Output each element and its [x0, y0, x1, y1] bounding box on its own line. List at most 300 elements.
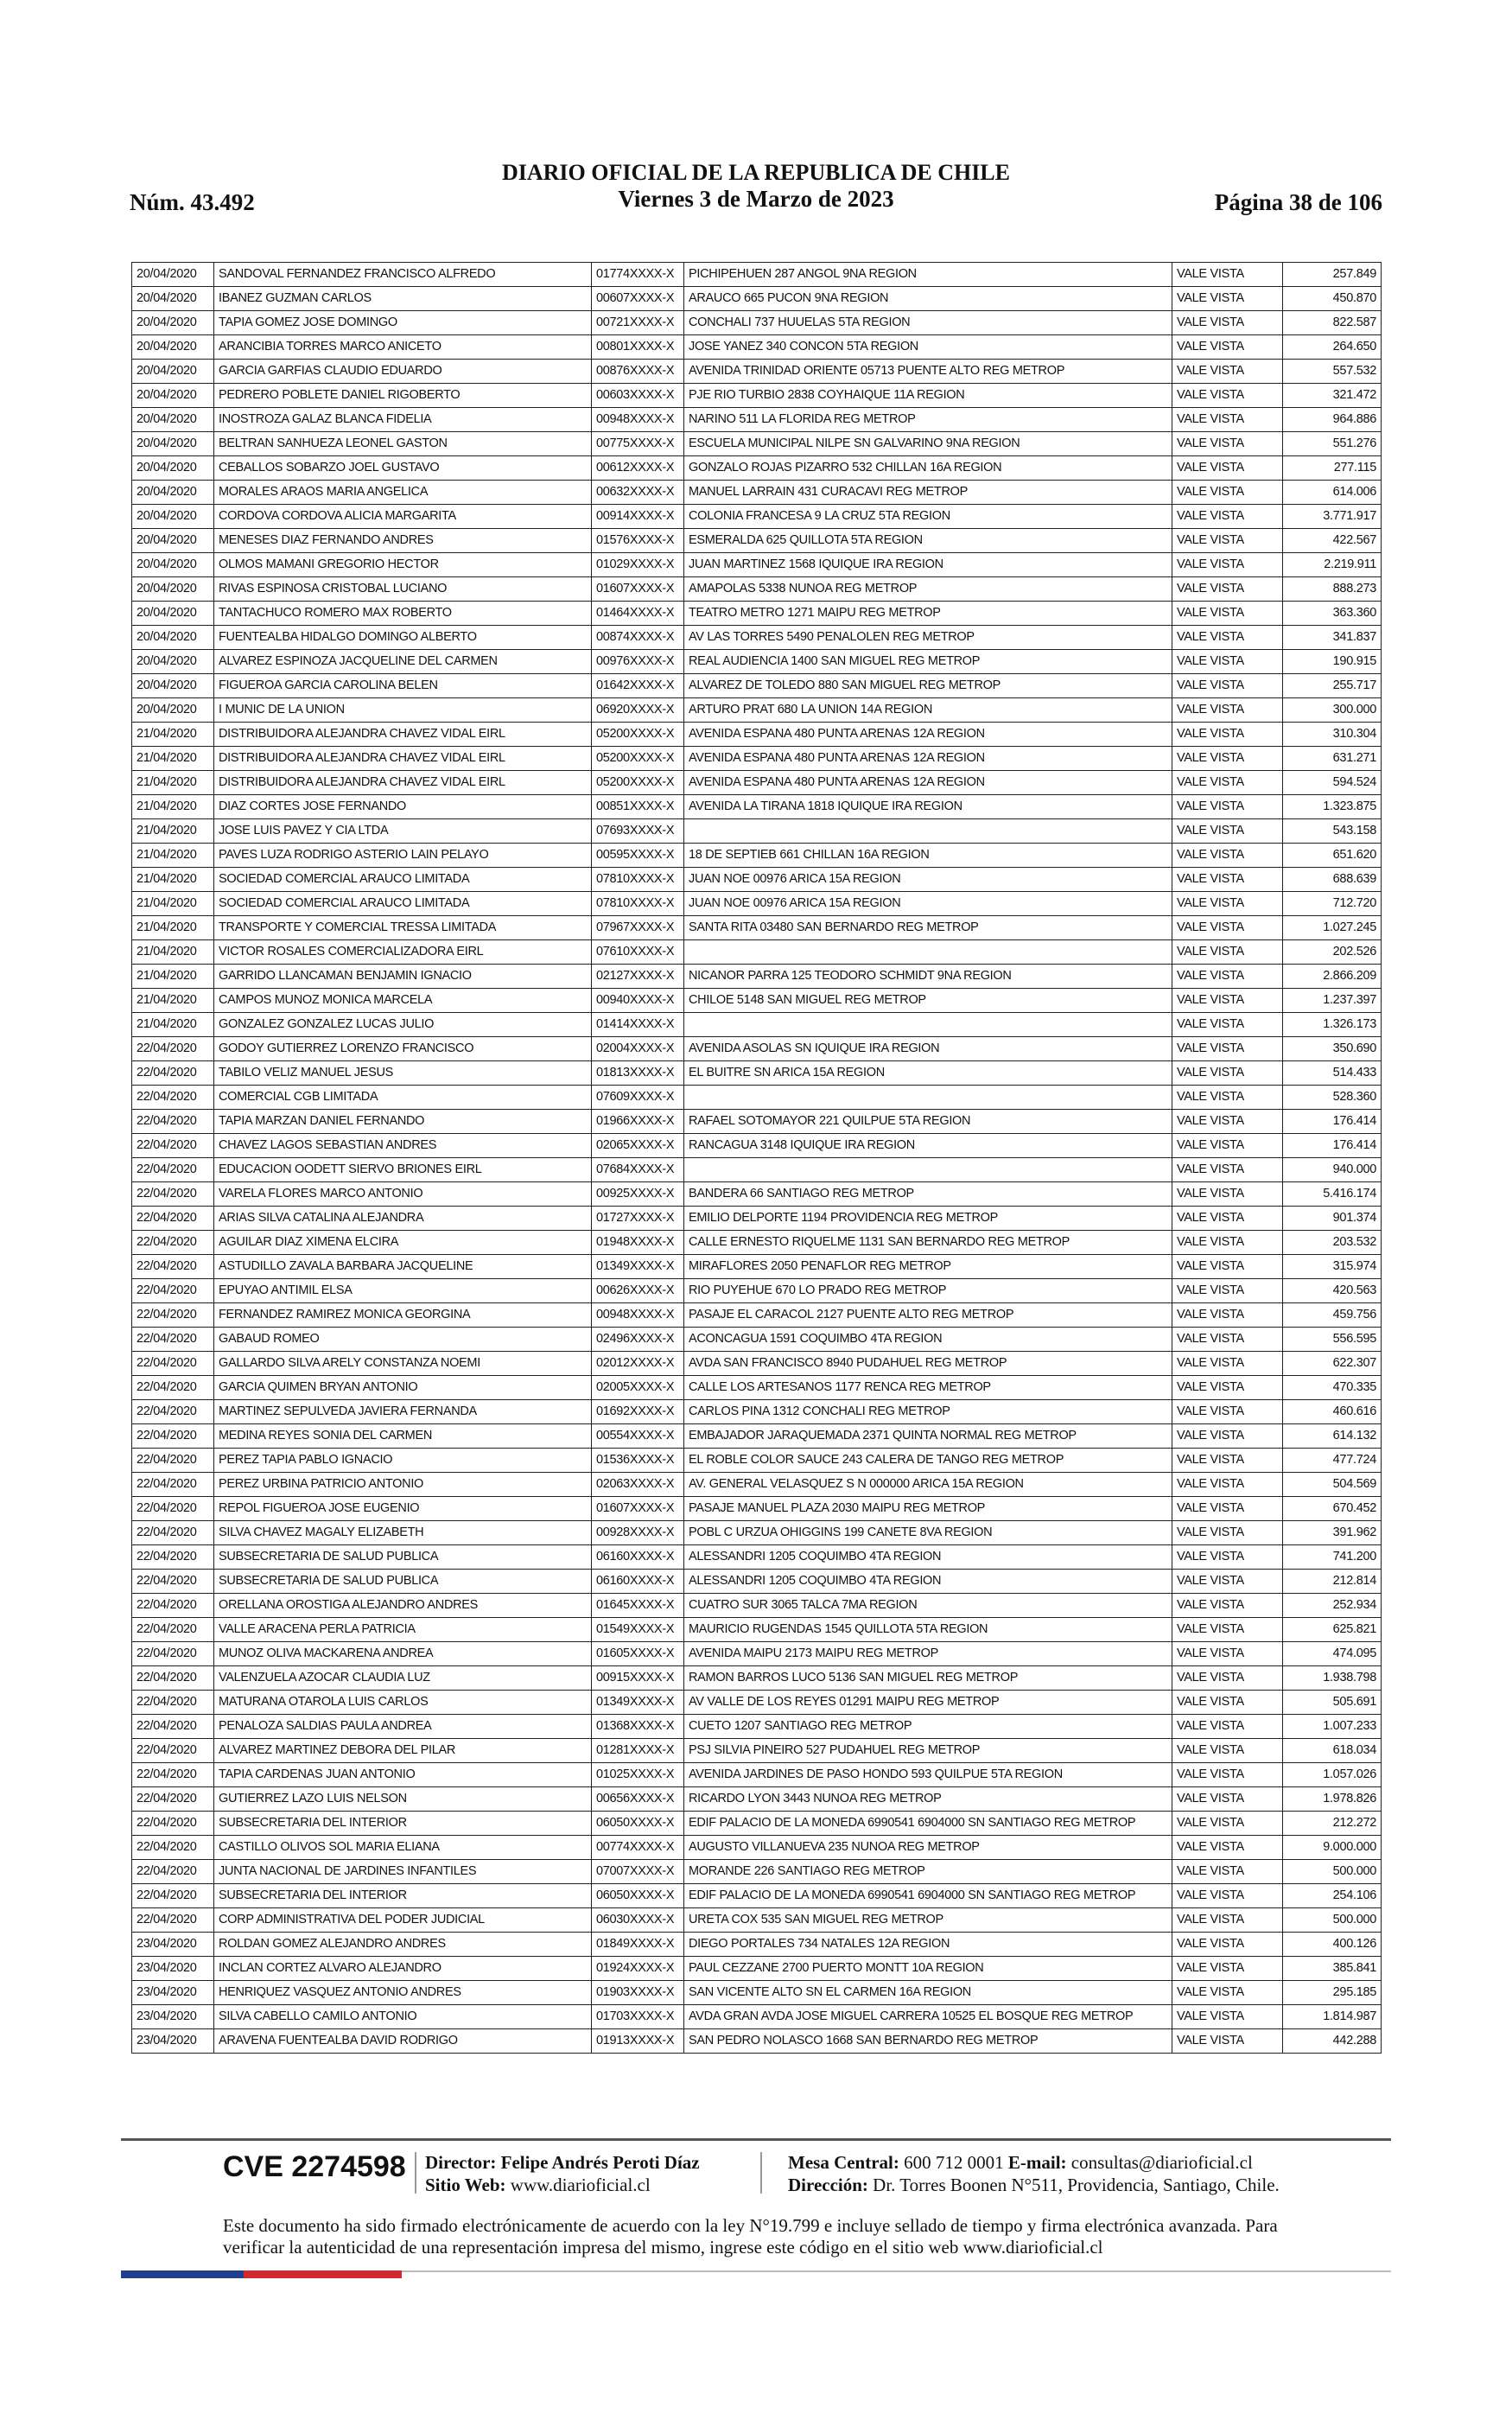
- cell-amount: 422.567: [1283, 529, 1382, 553]
- phone-label: Mesa Central:: [788, 2152, 899, 2173]
- cell-address: PAUL CEZZANE 2700 PUERTO MONTT 10A REGION: [684, 1957, 1172, 1981]
- cell-address: AV VALLE DE LOS REYES 01291 MAIPU REG METROP: [684, 1691, 1172, 1715]
- cell-payment-method: VALE VISTA: [1172, 2005, 1283, 2029]
- cell-payment-method: VALE VISTA: [1172, 1013, 1283, 1037]
- cell-payment-method: VALE VISTA: [1172, 650, 1283, 674]
- cell-name: IBANEZ GUZMAN CARLOS: [214, 287, 592, 311]
- director-label: Director:: [425, 2152, 497, 2173]
- table-row: [132, 408, 1382, 432]
- cell-date: 22/04/2020: [132, 1642, 214, 1666]
- table-row: [132, 602, 1382, 626]
- cell-date: 23/04/2020: [132, 2005, 214, 2029]
- cell-date: 20/04/2020: [132, 311, 214, 335]
- cell-name: RIVAS ESPINOSA CRISTOBAL LUCIANO: [214, 577, 592, 602]
- cell-amount: 1.027.245: [1283, 916, 1382, 940]
- cell-name: TRANSPORTE Y COMERCIAL TRESSA LIMITADA: [214, 916, 592, 940]
- cell-address: CALLE ERNESTO RIQUELME 1131 SAN BERNARDO REG METROP: [684, 1231, 1172, 1255]
- cell-address: CUETO 1207 SANTIAGO REG METROP: [684, 1715, 1172, 1739]
- cell-address: AVENIDA ESPANA 480 PUNTA ARENAS 12A REGION: [684, 747, 1172, 771]
- cell-payment-method: VALE VISTA: [1172, 1182, 1283, 1207]
- cell-payment-method: VALE VISTA: [1172, 916, 1283, 940]
- cell-name: PENALOZA SALDIAS PAULA ANDREA: [214, 1715, 592, 1739]
- cell-amount: 822.587: [1283, 311, 1382, 335]
- cell-payment-method: VALE VISTA: [1172, 1763, 1283, 1787]
- cell-amount: 688.639: [1283, 868, 1382, 892]
- cell-rut: 01692XXXX-X: [592, 1400, 684, 1424]
- cell-name: SUBSECRETARIA DEL INTERIOR: [214, 1812, 592, 1836]
- cell-rut: 01913XXXX-X: [592, 2029, 684, 2054]
- cell-date: 21/04/2020: [132, 795, 214, 819]
- table-row: [132, 965, 1382, 989]
- cell-address: EMILIO DELPORTE 1194 PROVIDENCIA REG METROP: [684, 1207, 1172, 1231]
- cell-date: 20/04/2020: [132, 263, 214, 287]
- table-row: [132, 674, 1382, 698]
- table-row: [132, 1908, 1382, 1933]
- cell-amount: 618.034: [1283, 1739, 1382, 1763]
- cell-rut: 06050XXXX-X: [592, 1884, 684, 1908]
- cell-address: CALLE LOS ARTESANOS 1177 RENCA REG METROP: [684, 1376, 1172, 1400]
- table-row: [132, 1812, 1382, 1836]
- cell-amount: 614.006: [1283, 481, 1382, 505]
- cell-date: 21/04/2020: [132, 892, 214, 916]
- table-row: [132, 989, 1382, 1013]
- cell-date: 22/04/2020: [132, 1376, 214, 1400]
- cell-rut: 01025XXXX-X: [592, 1763, 684, 1787]
- cell-payment-method: VALE VISTA: [1172, 1061, 1283, 1086]
- table-row: [132, 1473, 1382, 1497]
- cve-code: CVE 2274598: [223, 2150, 406, 2183]
- table-row: [132, 916, 1382, 940]
- cell-address: SAN VICENTE ALTO SN EL CARMEN 16A REGION: [684, 1981, 1172, 2005]
- cell-name: DISTRIBUIDORA ALEJANDRA CHAVEZ VIDAL EIRL: [214, 771, 592, 795]
- table-row: [132, 1400, 1382, 1424]
- cell-rut: 02012XXXX-X: [592, 1352, 684, 1376]
- cell-name: VALENZUELA AZOCAR CLAUDIA LUZ: [214, 1666, 592, 1691]
- cell-rut: 00775XXXX-X: [592, 432, 684, 456]
- cell-rut: 07693XXXX-X: [592, 819, 684, 844]
- cell-payment-method: VALE VISTA: [1172, 1666, 1283, 1691]
- table-row: [132, 335, 1382, 360]
- table-row: [132, 1037, 1382, 1061]
- cell-amount: 277.115: [1283, 456, 1382, 481]
- table-row: [132, 1061, 1382, 1086]
- cell-name: FERNANDEZ RAMIREZ MONICA GEORGINA: [214, 1303, 592, 1328]
- table-row: [132, 2029, 1382, 2054]
- cell-amount: 350.690: [1283, 1037, 1382, 1061]
- cell-payment-method: VALE VISTA: [1172, 1086, 1283, 1110]
- cell-amount: 505.691: [1283, 1691, 1382, 1715]
- cell-name: DISTRIBUIDORA ALEJANDRA CHAVEZ VIDAL EIRL: [214, 723, 592, 747]
- cell-rut: 06160XXXX-X: [592, 1545, 684, 1570]
- cell-payment-method: VALE VISTA: [1172, 1134, 1283, 1158]
- table-row: [132, 529, 1382, 553]
- cell-name: VARELA FLORES MARCO ANTONIO: [214, 1182, 592, 1207]
- cell-rut: 01536XXXX-X: [592, 1449, 684, 1473]
- cell-address: AVENIDA MAIPU 2173 MAIPU REG METROP: [684, 1642, 1172, 1666]
- cell-address: [684, 1086, 1172, 1110]
- cell-payment-method: VALE VISTA: [1172, 989, 1283, 1013]
- cell-amount: 255.717: [1283, 674, 1382, 698]
- cell-date: 20/04/2020: [132, 335, 214, 360]
- cell-payment-method: VALE VISTA: [1172, 1303, 1283, 1328]
- cell-amount: 264.650: [1283, 335, 1382, 360]
- footer-separator: [760, 2152, 762, 2194]
- cell-name: REPOL FIGUEROA JOSE EUGENIO: [214, 1497, 592, 1521]
- contact-block: [788, 2151, 1280, 2196]
- cell-payment-method: VALE VISTA: [1172, 1570, 1283, 1594]
- cell-name: CEBALLOS SOBARZO JOEL GUSTAVO: [214, 456, 592, 481]
- page-number: Página 38 de 106: [1214, 189, 1382, 215]
- table-row: [132, 723, 1382, 747]
- cell-date: 22/04/2020: [132, 1570, 214, 1594]
- cell-rut: 06160XXXX-X: [592, 1570, 684, 1594]
- cell-payment-method: VALE VISTA: [1172, 1110, 1283, 1134]
- table-row: [132, 819, 1382, 844]
- cell-payment-method: VALE VISTA: [1172, 1642, 1283, 1666]
- table-row: [132, 553, 1382, 577]
- cell-payment-method: VALE VISTA: [1172, 1497, 1283, 1521]
- cell-date: 22/04/2020: [132, 1691, 214, 1715]
- cell-amount: 300.000: [1283, 698, 1382, 723]
- table-row: [132, 1545, 1382, 1570]
- table-row: [132, 1521, 1382, 1545]
- cell-address: TEATRO METRO 1271 MAIPU REG METROP: [684, 602, 1172, 626]
- cell-rut: 00612XXXX-X: [592, 456, 684, 481]
- cell-payment-method: VALE VISTA: [1172, 505, 1283, 529]
- director-name: Felipe Andrés Peroti Díaz: [500, 2152, 700, 2173]
- cell-address: MORANDE 226 SANTIAGO REG METROP: [684, 1860, 1172, 1884]
- cell-rut: 00914XXXX-X: [592, 505, 684, 529]
- cell-address: RANCAGUA 3148 IQUIQUE IRA REGION: [684, 1134, 1172, 1158]
- cell-date: 21/04/2020: [132, 747, 214, 771]
- cell-address: [684, 1013, 1172, 1037]
- cell-rut: 02065XXXX-X: [592, 1134, 684, 1158]
- cell-payment-method: VALE VISTA: [1172, 577, 1283, 602]
- cell-amount: 622.307: [1283, 1352, 1382, 1376]
- cell-date: 20/04/2020: [132, 577, 214, 602]
- cell-name: DISTRIBUIDORA ALEJANDRA CHAVEZ VIDAL EIRL: [214, 747, 592, 771]
- cell-name: BELTRAN SANHUEZA LEONEL GASTON: [214, 432, 592, 456]
- cell-payment-method: VALE VISTA: [1172, 795, 1283, 819]
- cell-payment-method: VALE VISTA: [1172, 481, 1283, 505]
- cell-date: 20/04/2020: [132, 553, 214, 577]
- cell-address: PASAJE MANUEL PLAZA 2030 MAIPU REG METROP: [684, 1497, 1172, 1521]
- cell-rut: 00632XXXX-X: [592, 481, 684, 505]
- cell-date: 22/04/2020: [132, 1352, 214, 1376]
- cell-date: 22/04/2020: [132, 1255, 214, 1279]
- cell-date: 21/04/2020: [132, 1013, 214, 1037]
- cell-rut: 01642XXXX-X: [592, 674, 684, 698]
- cell-date: 22/04/2020: [132, 1231, 214, 1255]
- cell-address: AVDA SAN FRANCISCO 8940 PUDAHUEL REG METROP: [684, 1352, 1172, 1376]
- cell-rut: 05200XXXX-X: [592, 723, 684, 747]
- cell-name: AGUILAR DIAZ XIMENA ELCIRA: [214, 1231, 592, 1255]
- cell-rut: 00554XXXX-X: [592, 1424, 684, 1449]
- cell-amount: 450.870: [1283, 287, 1382, 311]
- cell-date: 20/04/2020: [132, 456, 214, 481]
- cell-name: SOCIEDAD COMERCIAL ARAUCO LIMITADA: [214, 892, 592, 916]
- cell-name: MARTINEZ SEPULVEDA JAVIERA FERNANDA: [214, 1400, 592, 1424]
- cell-name: ROLDAN GOMEZ ALEJANDRO ANDRES: [214, 1933, 592, 1957]
- cell-address: CARLOS PINA 1312 CONCHALI REG METROP: [684, 1400, 1172, 1424]
- cell-amount: 212.814: [1283, 1570, 1382, 1594]
- cell-rut: 00656XXXX-X: [592, 1787, 684, 1812]
- cell-date: 22/04/2020: [132, 1908, 214, 1933]
- cell-address: EL ROBLE COLOR SAUCE 243 CALERA DE TANGO REG METROP: [684, 1449, 1172, 1473]
- table-row: [132, 1957, 1382, 1981]
- table-row: [132, 263, 1382, 287]
- table-row: [132, 650, 1382, 674]
- table-row: [132, 577, 1382, 602]
- cell-name: COMERCIAL CGB LIMITADA: [214, 1086, 592, 1110]
- cell-amount: 459.756: [1283, 1303, 1382, 1328]
- cell-amount: 940.000: [1283, 1158, 1382, 1182]
- cell-name: INCLAN CORTEZ ALVARO ALEJANDRO: [214, 1957, 592, 1981]
- cell-address: AVENIDA ESPANA 480 PUNTA ARENAS 12A REGION: [684, 771, 1172, 795]
- cell-payment-method: VALE VISTA: [1172, 1594, 1283, 1618]
- cell-payment-method: VALE VISTA: [1172, 1618, 1283, 1642]
- cell-payment-method: VALE VISTA: [1172, 626, 1283, 650]
- cell-date: 22/04/2020: [132, 1739, 214, 1763]
- cell-name: ARIAS SILVA CATALINA ALEJANDRA: [214, 1207, 592, 1231]
- cell-name: SUBSECRETARIA DE SALUD PUBLICA: [214, 1570, 592, 1594]
- cell-payment-method: VALE VISTA: [1172, 1715, 1283, 1739]
- cell-amount: 295.185: [1283, 1981, 1382, 2005]
- cell-payment-method: VALE VISTA: [1172, 819, 1283, 844]
- page-header: [130, 161, 1382, 216]
- cell-payment-method: VALE VISTA: [1172, 456, 1283, 481]
- cell-rut: 01849XXXX-X: [592, 1933, 684, 1957]
- phone-number: 600 712 0001: [904, 2152, 1004, 2173]
- cell-address: [684, 819, 1172, 844]
- cell-amount: 1.978.826: [1283, 1787, 1382, 1812]
- table-row: [132, 1255, 1382, 1279]
- cell-date: 22/04/2020: [132, 1763, 214, 1787]
- cell-amount: 202.526: [1283, 940, 1382, 965]
- table-row: [132, 940, 1382, 965]
- table-row: [132, 1836, 1382, 1860]
- cell-amount: 341.837: [1283, 626, 1382, 650]
- cell-payment-method: VALE VISTA: [1172, 965, 1283, 989]
- cell-payment-method: VALE VISTA: [1172, 432, 1283, 456]
- cell-date: 22/04/2020: [132, 1110, 214, 1134]
- cell-address: PJE RIO TURBIO 2838 COYHAIQUE 11A REGION: [684, 384, 1172, 408]
- cell-amount: 631.271: [1283, 747, 1382, 771]
- cell-address: SAN PEDRO NOLASCO 1668 SAN BERNARDO REG METROP: [684, 2029, 1172, 2054]
- cell-address: GONZALO ROJAS PIZARRO 532 CHILLAN 16A REGION: [684, 456, 1172, 481]
- table-row: [132, 1086, 1382, 1110]
- cell-rut: 00948XXXX-X: [592, 1303, 684, 1328]
- cell-amount: 315.974: [1283, 1255, 1382, 1279]
- cell-name: JUNTA NACIONAL DE JARDINES INFANTILES: [214, 1860, 592, 1884]
- cell-name: DIAZ CORTES JOSE FERNANDO: [214, 795, 592, 819]
- table-row: [132, 771, 1382, 795]
- table-row: [132, 1182, 1382, 1207]
- cell-address: AV. GENERAL VELASQUEZ S N 000000 ARICA 15A REGION: [684, 1473, 1172, 1497]
- cell-payment-method: VALE VISTA: [1172, 698, 1283, 723]
- cell-amount: 557.532: [1283, 360, 1382, 384]
- cell-date: 22/04/2020: [132, 1666, 214, 1691]
- cell-address: NICANOR PARRA 125 TEODORO SCHMIDT 9NA REGION: [684, 965, 1172, 989]
- table-row: [132, 747, 1382, 771]
- cell-rut: 02063XXXX-X: [592, 1473, 684, 1497]
- cell-payment-method: VALE VISTA: [1172, 1279, 1283, 1303]
- cell-date: 20/04/2020: [132, 602, 214, 626]
- cell-address: ESMERALDA 625 QUILLOTA 5TA REGION: [684, 529, 1172, 553]
- cell-date: 20/04/2020: [132, 432, 214, 456]
- cell-payment-method: VALE VISTA: [1172, 844, 1283, 868]
- cell-rut: 01813XXXX-X: [592, 1061, 684, 1086]
- cell-amount: 176.414: [1283, 1110, 1382, 1134]
- cell-date: 23/04/2020: [132, 2029, 214, 2054]
- cell-payment-method: VALE VISTA: [1172, 868, 1283, 892]
- table-row: [132, 1013, 1382, 1037]
- cell-payment-method: VALE VISTA: [1172, 892, 1283, 916]
- cell-name: FUENTEALBA HIDALGO DOMINGO ALBERTO: [214, 626, 592, 650]
- cell-payment-method: VALE VISTA: [1172, 1836, 1283, 1860]
- cell-rut: 01727XXXX-X: [592, 1207, 684, 1231]
- cell-rut: 01349XXXX-X: [592, 1691, 684, 1715]
- cell-rut: 01549XXXX-X: [592, 1618, 684, 1642]
- cell-payment-method: VALE VISTA: [1172, 1376, 1283, 1400]
- cell-date: 22/04/2020: [132, 1037, 214, 1061]
- cell-rut: 01368XXXX-X: [592, 1715, 684, 1739]
- table-row: [132, 1715, 1382, 1739]
- cell-amount: 543.158: [1283, 819, 1382, 844]
- cell-rut: 00721XXXX-X: [592, 311, 684, 335]
- cell-rut: 00948XXXX-X: [592, 408, 684, 432]
- cell-amount: 470.335: [1283, 1376, 1382, 1400]
- cell-name: SUBSECRETARIA DEL INTERIOR: [214, 1884, 592, 1908]
- cell-amount: 2.219.911: [1283, 553, 1382, 577]
- cell-address: MIRAFLORES 2050 PENAFLOR REG METROP: [684, 1255, 1172, 1279]
- website-link[interactable]: www.diarioficial.cl: [510, 2175, 651, 2195]
- cell-date: 22/04/2020: [132, 1594, 214, 1618]
- cell-date: 22/04/2020: [132, 1279, 214, 1303]
- cell-rut: 01948XXXX-X: [592, 1231, 684, 1255]
- cell-rut: 00928XXXX-X: [592, 1521, 684, 1545]
- cell-amount: 420.563: [1283, 1279, 1382, 1303]
- cell-name: VICTOR ROSALES COMERCIALIZADORA EIRL: [214, 940, 592, 965]
- table-row: [132, 1497, 1382, 1521]
- cell-name: TABILO VELIZ MANUEL JESUS: [214, 1061, 592, 1086]
- cell-date: 20/04/2020: [132, 698, 214, 723]
- table-row: [132, 844, 1382, 868]
- cell-date: 22/04/2020: [132, 1715, 214, 1739]
- cell-address: ALESSANDRI 1205 COQUIMBO 4TA REGION: [684, 1545, 1172, 1570]
- cell-payment-method: VALE VISTA: [1172, 1231, 1283, 1255]
- table-row: [132, 1134, 1382, 1158]
- cell-amount: 190.915: [1283, 650, 1382, 674]
- cell-address: PASAJE EL CARACOL 2127 PUENTE ALTO REG METROP: [684, 1303, 1172, 1328]
- cell-name: MEDINA REYES SONIA DEL CARMEN: [214, 1424, 592, 1449]
- cell-date: 22/04/2020: [132, 1884, 214, 1908]
- cell-rut: 01903XXXX-X: [592, 1981, 684, 2005]
- cell-rut: 01349XXXX-X: [592, 1255, 684, 1279]
- cell-address: EDIF PALACIO DE LA MONEDA 6990541 6904000 SN SANTIAGO REG METROP: [684, 1812, 1172, 1836]
- table-row: [132, 1594, 1382, 1618]
- cell-amount: 594.524: [1283, 771, 1382, 795]
- cell-amount: 500.000: [1283, 1860, 1382, 1884]
- cell-date: 20/04/2020: [132, 384, 214, 408]
- cell-date: 22/04/2020: [132, 1787, 214, 1812]
- cell-amount: 252.934: [1283, 1594, 1382, 1618]
- cell-payment-method: VALE VISTA: [1172, 384, 1283, 408]
- cell-payment-method: VALE VISTA: [1172, 1352, 1283, 1376]
- email-link[interactable]: consultas@diarioficial.cl: [1070, 2152, 1253, 2173]
- cell-rut: 05200XXXX-X: [592, 747, 684, 771]
- cell-amount: 400.126: [1283, 1933, 1382, 1957]
- payments-table-body: [132, 263, 1382, 2054]
- cell-date: 22/04/2020: [132, 1303, 214, 1328]
- cell-date: 20/04/2020: [132, 360, 214, 384]
- cell-date: 22/04/2020: [132, 1618, 214, 1642]
- cell-date: 21/04/2020: [132, 723, 214, 747]
- cell-date: 21/04/2020: [132, 965, 214, 989]
- table-row: [132, 384, 1382, 408]
- cell-name: CORDOVA CORDOVA ALICIA MARGARITA: [214, 505, 592, 529]
- cell-rut: 00940XXXX-X: [592, 989, 684, 1013]
- cell-name: MENESES DIAZ FERNANDO ANDRES: [214, 529, 592, 553]
- publication-date: Viernes 3 de Marzo de 2023: [618, 186, 894, 212]
- table-row: [132, 868, 1382, 892]
- issue-number: Núm. 43.492: [130, 189, 255, 215]
- cell-date: 22/04/2020: [132, 1061, 214, 1086]
- table-row: [132, 626, 1382, 650]
- address-label: Dirección:: [788, 2175, 868, 2195]
- cell-amount: 1.237.397: [1283, 989, 1382, 1013]
- cell-rut: 06920XXXX-X: [592, 698, 684, 723]
- cell-rut: 01607XXXX-X: [592, 1497, 684, 1521]
- cell-amount: 9.000.000: [1283, 1836, 1382, 1860]
- cell-payment-method: VALE VISTA: [1172, 1207, 1283, 1231]
- cell-rut: 01924XXXX-X: [592, 1957, 684, 1981]
- footer-separator: [415, 2152, 416, 2194]
- cell-date: 22/04/2020: [132, 1424, 214, 1449]
- cell-amount: 614.132: [1283, 1424, 1382, 1449]
- table-row: [132, 2005, 1382, 2029]
- flag-red-segment: [244, 2270, 402, 2278]
- cell-payment-method: VALE VISTA: [1172, 1860, 1283, 1884]
- cell-payment-method: VALE VISTA: [1172, 408, 1283, 432]
- cell-payment-method: VALE VISTA: [1172, 553, 1283, 577]
- cell-rut: 01029XXXX-X: [592, 553, 684, 577]
- cell-name: CAMPOS MUNOZ MONICA MARCELA: [214, 989, 592, 1013]
- cell-date: 22/04/2020: [132, 1473, 214, 1497]
- cell-address: CONCHALI 737 HUUELAS 5TA REGION: [684, 311, 1172, 335]
- cell-payment-method: VALE VISTA: [1172, 1328, 1283, 1352]
- cell-date: 20/04/2020: [132, 626, 214, 650]
- cell-name: OLMOS MAMANI GREGORIO HECTOR: [214, 553, 592, 577]
- table-row: [132, 1207, 1382, 1231]
- cell-payment-method: VALE VISTA: [1172, 1400, 1283, 1424]
- table-row: [132, 1884, 1382, 1908]
- cell-address: SANTA RITA 03480 SAN BERNARDO REG METROP: [684, 916, 1172, 940]
- cell-name: PEDRERO POBLETE DANIEL RIGOBERTO: [214, 384, 592, 408]
- cell-amount: 442.288: [1283, 2029, 1382, 2054]
- cell-address: JUAN NOE 00976 ARICA 15A REGION: [684, 868, 1172, 892]
- cell-amount: 254.106: [1283, 1884, 1382, 1908]
- flag-blue-segment: [121, 2270, 244, 2278]
- table-row: [132, 360, 1382, 384]
- cell-rut: 07610XXXX-X: [592, 940, 684, 965]
- cell-address: EL BUITRE SN ARICA 15A REGION: [684, 1061, 1172, 1086]
- cell-rut: 02127XXXX-X: [592, 965, 684, 989]
- cell-name: JOSE LUIS PAVEZ Y CIA LTDA: [214, 819, 592, 844]
- cell-rut: 01966XXXX-X: [592, 1110, 684, 1134]
- cell-address: EDIF PALACIO DE LA MONEDA 6990541 6904000 SN SANTIAGO REG METROP: [684, 1884, 1172, 1908]
- cell-date: 21/04/2020: [132, 989, 214, 1013]
